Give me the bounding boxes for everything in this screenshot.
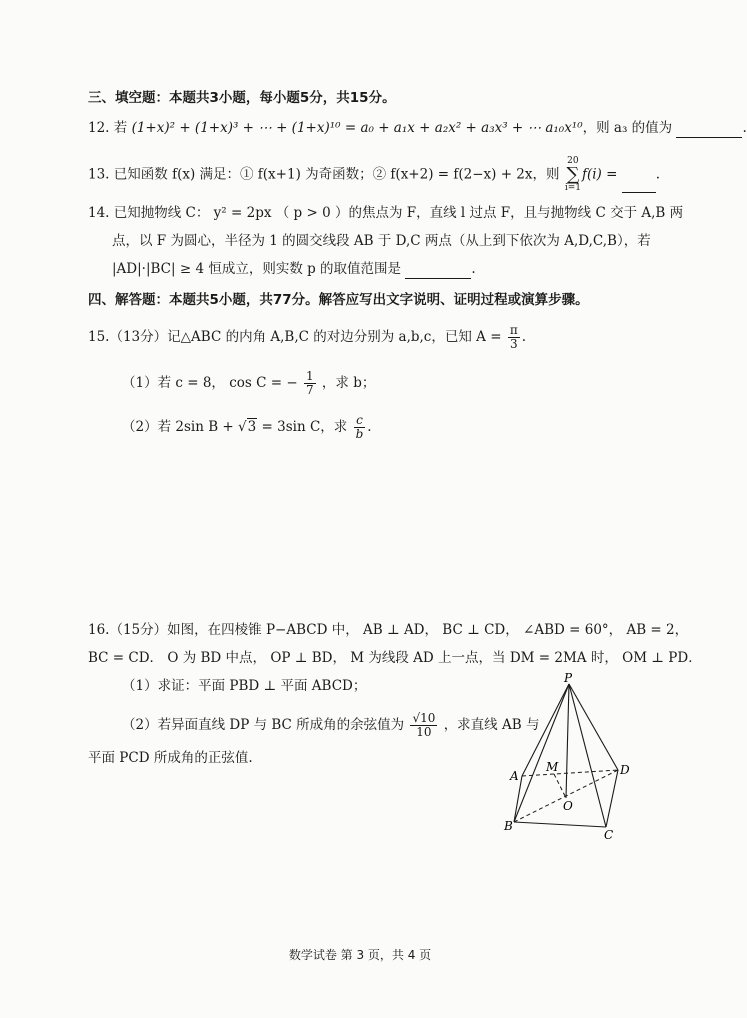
- question-12: [88, 118, 747, 138]
- fraction: $\frac{√10}{10}$: [412, 711, 436, 739]
- question-text: ，求直线 AB 与: [443, 717, 540, 733]
- question-text: ，则 a₃ 的值为: [582, 120, 673, 136]
- question-text: 15.（13分）记△ABC 的内角 A,B,C 的对边分别为 a,b,c，已知 A =: [88, 329, 502, 345]
- question-text: （1）若 c = 8， cos C = −: [122, 375, 298, 391]
- question-text: （2）若 2sin B +: [122, 419, 234, 435]
- label-C: C: [604, 828, 614, 842]
- question-16-part-2: [122, 710, 539, 740]
- question-16-part-1: （1）求证：平面 PBD ⊥ 平面 ABCD；: [122, 678, 367, 694]
- fraction: $\frac{c}{b}$: [355, 413, 364, 441]
- label-D: D: [620, 763, 630, 777]
- question-number: 13.: [88, 166, 110, 183]
- question-15-part-2: （2）若 2sin B + √3 = 3sin C，求 $\frac{c}{b}$ .: [122, 413, 372, 441]
- pyramid-figure: [500, 672, 640, 842]
- answer-blank: [676, 123, 742, 138]
- label-B: B: [504, 819, 513, 833]
- sum-upper-limit: 20: [567, 156, 579, 166]
- fraction: $\frac{\pi}{3}$: [509, 323, 518, 351]
- punctuation: .: [742, 120, 747, 136]
- math-expression: (1+x)² + (1+x)³ + ⋯ + (1+x)¹⁰ = a₀ + a₁x + a₂x² + a₃x³ + ⋯ a₁₀x¹⁰: [131, 120, 583, 136]
- question-text: |AD|·|BC| ≥ 4 恒成立，则实数 p 的取值范围是: [112, 261, 402, 277]
- question-number: 12.: [88, 120, 110, 136]
- section-heading-fill-in: 三、填空题：本题共3小题，每小题5分，共15分。: [88, 90, 396, 106]
- punctuation: .: [471, 261, 476, 277]
- question-14-line-1: 14. 已知抛物线 C： y² = 2px （ p > 0 ）的焦点为 F，直线 l 过点 F，且与抛物线 C 交于 A,B 两: [88, 205, 684, 221]
- question-14-line-2: 点，以 F 为圆心，半径为 1 的圆交线段 AB 于 D,C 两点（从上到下依次为 A,D,C,B），若: [112, 233, 651, 249]
- edge-PB: [514, 684, 569, 822]
- edge-CD: [606, 770, 618, 827]
- sum-lower-limit: i=1: [564, 183, 581, 193]
- question-16-part-2-continued: 平面 PCD 所成角的正弦值.: [88, 750, 253, 766]
- question-16-line-2: BC = CD． O 为 BD 中点， OP ⊥ BD， M 为线段 AD 上一点，当 DM = 2MA 时， OM ⊥ PD．: [88, 650, 702, 666]
- edge-PC: [569, 684, 606, 827]
- edge-BC: [514, 822, 606, 827]
- punctuation: .: [655, 166, 661, 183]
- question-text: 若: [113, 120, 128, 136]
- punctuation: .: [367, 419, 372, 435]
- label-A: A: [510, 769, 519, 783]
- question-14-line-3: [112, 259, 476, 279]
- segment-MO-hidden: [554, 774, 566, 798]
- question-text: 已知函数 f(x) 满足：① f(x+1) 为奇函数；② f(x+2) = f(2−x) + 2x，则: [113, 166, 560, 183]
- label-P: P: [564, 671, 573, 685]
- label-O: O: [563, 799, 573, 813]
- page-footer: 数学试卷 第 3 页，共 4 页: [288, 948, 432, 962]
- fraction: $\frac{1}{7}$: [305, 369, 314, 397]
- question-15-stem: [88, 322, 526, 352]
- question-text: ，求 b；: [321, 375, 376, 391]
- question-15-part-1: [122, 368, 375, 398]
- answer-blank: [622, 178, 656, 193]
- edge-AD-hidden: [522, 770, 618, 776]
- sqrt-radicand: 3: [247, 419, 257, 435]
- segment-PO: [566, 684, 569, 798]
- question-text: （2）若异面直线 DP 与 BC 所成角的余弦值为: [122, 717, 405, 733]
- edge-PD: [569, 684, 618, 770]
- question-text: = 3sin C，求: [261, 419, 348, 435]
- question-13: [88, 157, 660, 193]
- punctuation: .: [521, 329, 526, 345]
- section-heading-solutions: 四、解答题：本题共5小题，共77分。解答应写出文字说明、证明过程或演算步骤。: [88, 292, 589, 308]
- question-16-line-1: 16.（15分）如图，在四棱锥 P−ABCD 中， AB ⊥ AD， BC ⊥ CD， ∠ABD = 60°， AB = 2，: [88, 622, 689, 638]
- answer-blank: [405, 264, 471, 279]
- label-M: M: [546, 760, 559, 774]
- summation-symbol: 20 ∑ i=1: [564, 156, 581, 193]
- math-expression: f(i) =: [581, 166, 618, 183]
